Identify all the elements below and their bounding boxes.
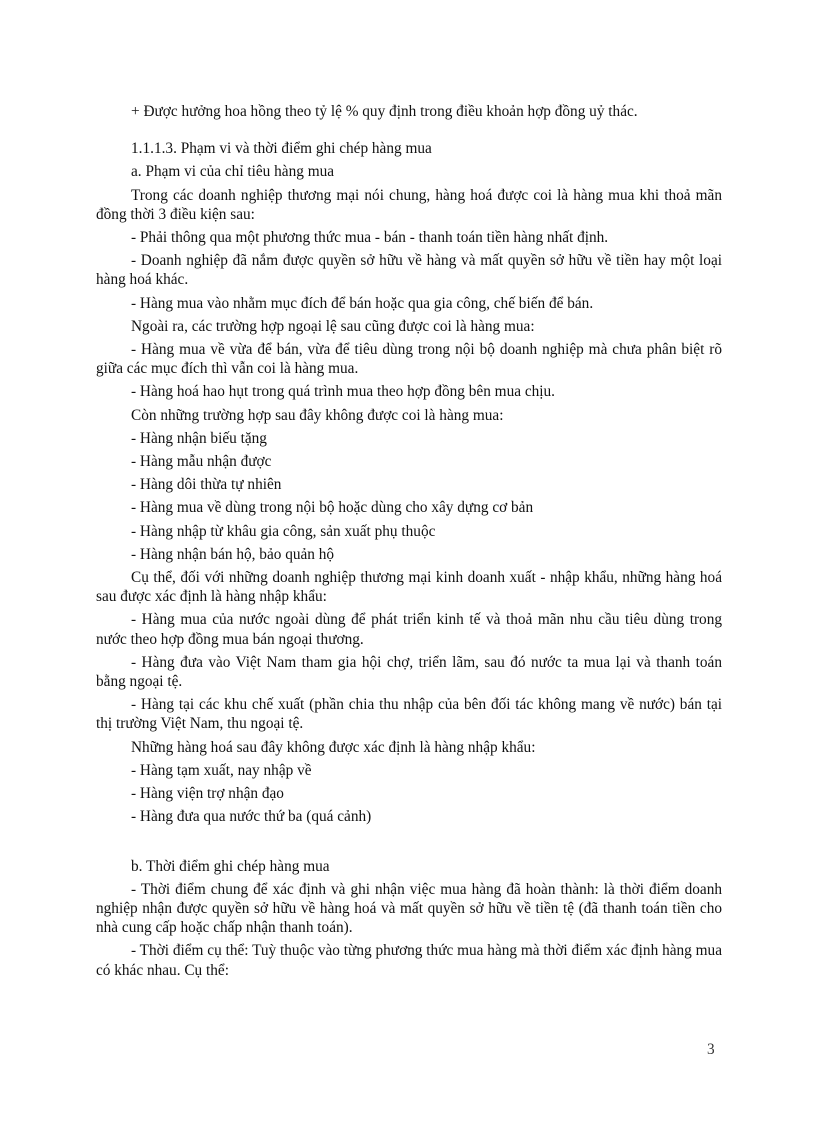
list-item-condition-2: - Doanh nghiệp đã nắm được quyền sở hữu về hàng và mất quyền sở hữu về tiền hay một loại hàng hoá khác.	[96, 252, 722, 289]
list-item-not-import-2: - Hàng viện trợ nhận đạo	[131, 785, 284, 803]
list-item-not-purchase-4: - Hàng mua về dùng trong nội bộ hoặc dùng cho xây dựng cơ bản	[131, 499, 534, 517]
list-item-not-purchase-2: - Hàng mẫu nhận được	[131, 453, 272, 471]
list-item-not-purchase-3: - Hàng dôi thừa tự nhiên	[131, 476, 282, 494]
list-item-not-import-1: - Hàng tạm xuất, nay nhập về	[131, 761, 312, 779]
paragraph-import-intro: Cụ thể, đối với những doanh nghiệp thương mại kinh doanh xuất - nhập khẩu, những hàng hoá sau được xác định là hàng nhập khẩu:	[96, 569, 722, 606]
list-item-import-2: - Hàng đưa vào Việt Nam tham gia hội chợ, triển lãm, sau đó nước ta mua lại và thanh toán bằng ngoại tệ.	[96, 653, 722, 691]
paragraph-conditions-intro: Trong các doanh nghiệp thương mại nói chung, hàng hoá được coi là hàng mua khi thoả mãn đồng thời 3 điều kiện sau:	[96, 186, 722, 223]
subheading-scope: a. Phạm vi của chỉ tiêu hàng mua	[131, 163, 335, 181]
page-body	[96, 102, 722, 984]
subheading-timing: b. Thời điểm ghi chép hàng mua	[131, 857, 330, 875]
list-item-exception-1: - Hàng mua về vừa để bán, vừa để tiêu dùng trong nội bộ doanh nghiệp mà chưa phân biệt rõ giữa các mục đích thì vẫn coi là hàng mua.	[96, 341, 722, 378]
list-item-import-1: - Hàng mua của nước ngoài dùng để phát triển kinh tế và thoả mãn nhu cầu tiêu dùng trong nước theo hợp đồng mua bán ngoại thương.	[96, 611, 722, 648]
paragraph-not-import-intro: Những hàng hoá sau đây không được xác định là hàng nhập khẩu:	[131, 738, 536, 756]
paragraph-timing-specific: - Thời điểm cụ thể: Tuỳ thuộc vào từng phương thức mua hàng mà thời điểm xác định hàng mua có khác nhau. Cụ thể:	[96, 942, 722, 979]
list-item-condition-3: - Hàng mua vào nhằm mục đích để bán hoặc qua gia công, chế biến để bán.	[131, 294, 594, 312]
paragraph-not-purchase-intro: Còn những trường hợp sau đây không được coi là hàng mua:	[131, 406, 504, 424]
list-item-not-purchase-1: - Hàng nhận biếu tặng	[131, 429, 267, 447]
list-item-exception-2: - Hàng hoá hao hụt trong quá trình mua theo hợp đồng bên mua chịu.	[131, 383, 555, 401]
list-item-not-import-3: - Hàng đưa qua nước thứ ba (quá cảnh)	[131, 808, 372, 826]
page-number: 3	[707, 1041, 715, 1058]
list-item-not-purchase-6: - Hàng nhận bán hộ, bảo quản hộ	[131, 545, 335, 563]
paragraph-commission: + Được hưởng hoa hồng theo tỷ lệ % quy định trong điều khoản hợp đồng uỷ thác.	[131, 103, 638, 120]
list-item-condition-1: - Phải thông qua một phương thức mua - bán - thanh toán tiền hàng nhất định.	[131, 229, 609, 247]
paragraph-timing-general: - Thời điểm chung để xác định và ghi nhận việc mua hàng đã hoàn thành: là thời điểm doanh nghiệp nhận được quyền sở hữu về hàng hoá và mất quyền sở hữu về tiền tệ (đã thanh toán tiền cho nhà cung cấp hoặc chấp nhận thanh toán).	[96, 880, 722, 937]
list-item-import-3: - Hàng tại các khu chế xuất (phần chia thu nhập của bên đối tác không mang về nước) bán tại thị trường Việt Nam, thu ngoại tệ.	[96, 696, 722, 733]
list-item-not-purchase-5: - Hàng nhập từ khâu gia công, sản xuất phụ thuộc	[131, 522, 436, 540]
paragraph-exceptions-intro: Ngoài ra, các trường hợp ngoại lệ sau cũng được coi là hàng mua:	[131, 317, 535, 335]
section-heading-1-1-1-3: 1.1.1.3. Phạm vi và thời điểm ghi chép hàng mua	[131, 140, 432, 158]
